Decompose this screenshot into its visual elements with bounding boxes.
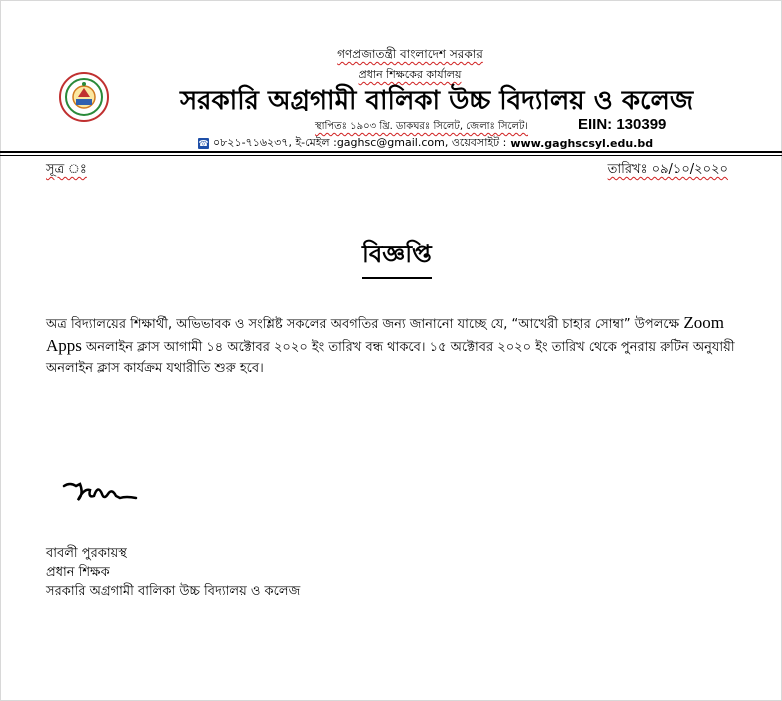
- eiin-number: EIIN: 130399: [578, 116, 667, 133]
- signatory-institution: সরকারি অগ্রগামী বালিকা উচ্চ বিদ্যালয় ও কলেজ: [46, 584, 301, 599]
- header-divider: [0, 151, 782, 153]
- signatory-name: বাবলী পুরকায়স্থ: [46, 546, 127, 561]
- school-name: সরকারি অগ্রগামী বালিকা উচ্চ বিদ্যালয় ও কলেজ: [180, 86, 694, 116]
- school-logo-icon: [58, 71, 110, 123]
- signature-icon: [60, 472, 140, 508]
- header-divider-thin: [0, 155, 782, 156]
- reference-label: সূত্র ঃ: [46, 162, 87, 177]
- notice-body: [46, 312, 742, 379]
- notice-body-apps: Zoom Apps: [46, 313, 724, 355]
- contact-text: ০৮২১-৭১৬২৩৭, ই-মেইল :gaghsc@gmail.com, ওয়েবসাইট :: [213, 136, 507, 149]
- notice-body-part1: অত্র বিদ্যালয়ের শিক্ষার্থী, অভিভাবক ও সংশ্লিষ্ট সকলের অবগতির জন্য জানানো যাচ্ছে যে, “আখেরী চাহার সোম্বা” উপলক্ষে: [46, 317, 680, 332]
- school-address: স্থাপিতঃ ১৯০৩ খ্রি. ডাকঘরঃ সিলেট, জেলাঃ সিলেট।: [315, 121, 529, 132]
- website-link[interactable]: www.gaghscsyl.edu.bd: [510, 137, 654, 150]
- notice-body-part2: অনলাইন ক্লাস আগামী ১৪ অক্টোবর ২০২০ ইং তারিখ বন্ধ থাকবে। ১৫ অক্টোবর ২০২০ ইং তারিখ থেকে পুনরায় রুটিন অনুযায়ী অনলাইন ক্লাস কার্যক্রম যথারীতি শুরু হবে।: [46, 340, 735, 376]
- notice-title: বিজ্ঞপ্তি: [362, 236, 432, 279]
- signatory-designation: প্রধান শিক্ষক: [46, 565, 110, 580]
- office-title: প্রধান শিক্ষকের কার্যালয়: [358, 68, 462, 81]
- notice-date: তারিখঃ ০৯/১০/২০২০: [607, 162, 728, 177]
- signatory-block: [46, 544, 300, 601]
- phone-icon: ☎: [198, 139, 209, 148]
- government-title: গণপ্রজাতন্ত্রী বাংলাদেশ সরকার: [337, 47, 483, 61]
